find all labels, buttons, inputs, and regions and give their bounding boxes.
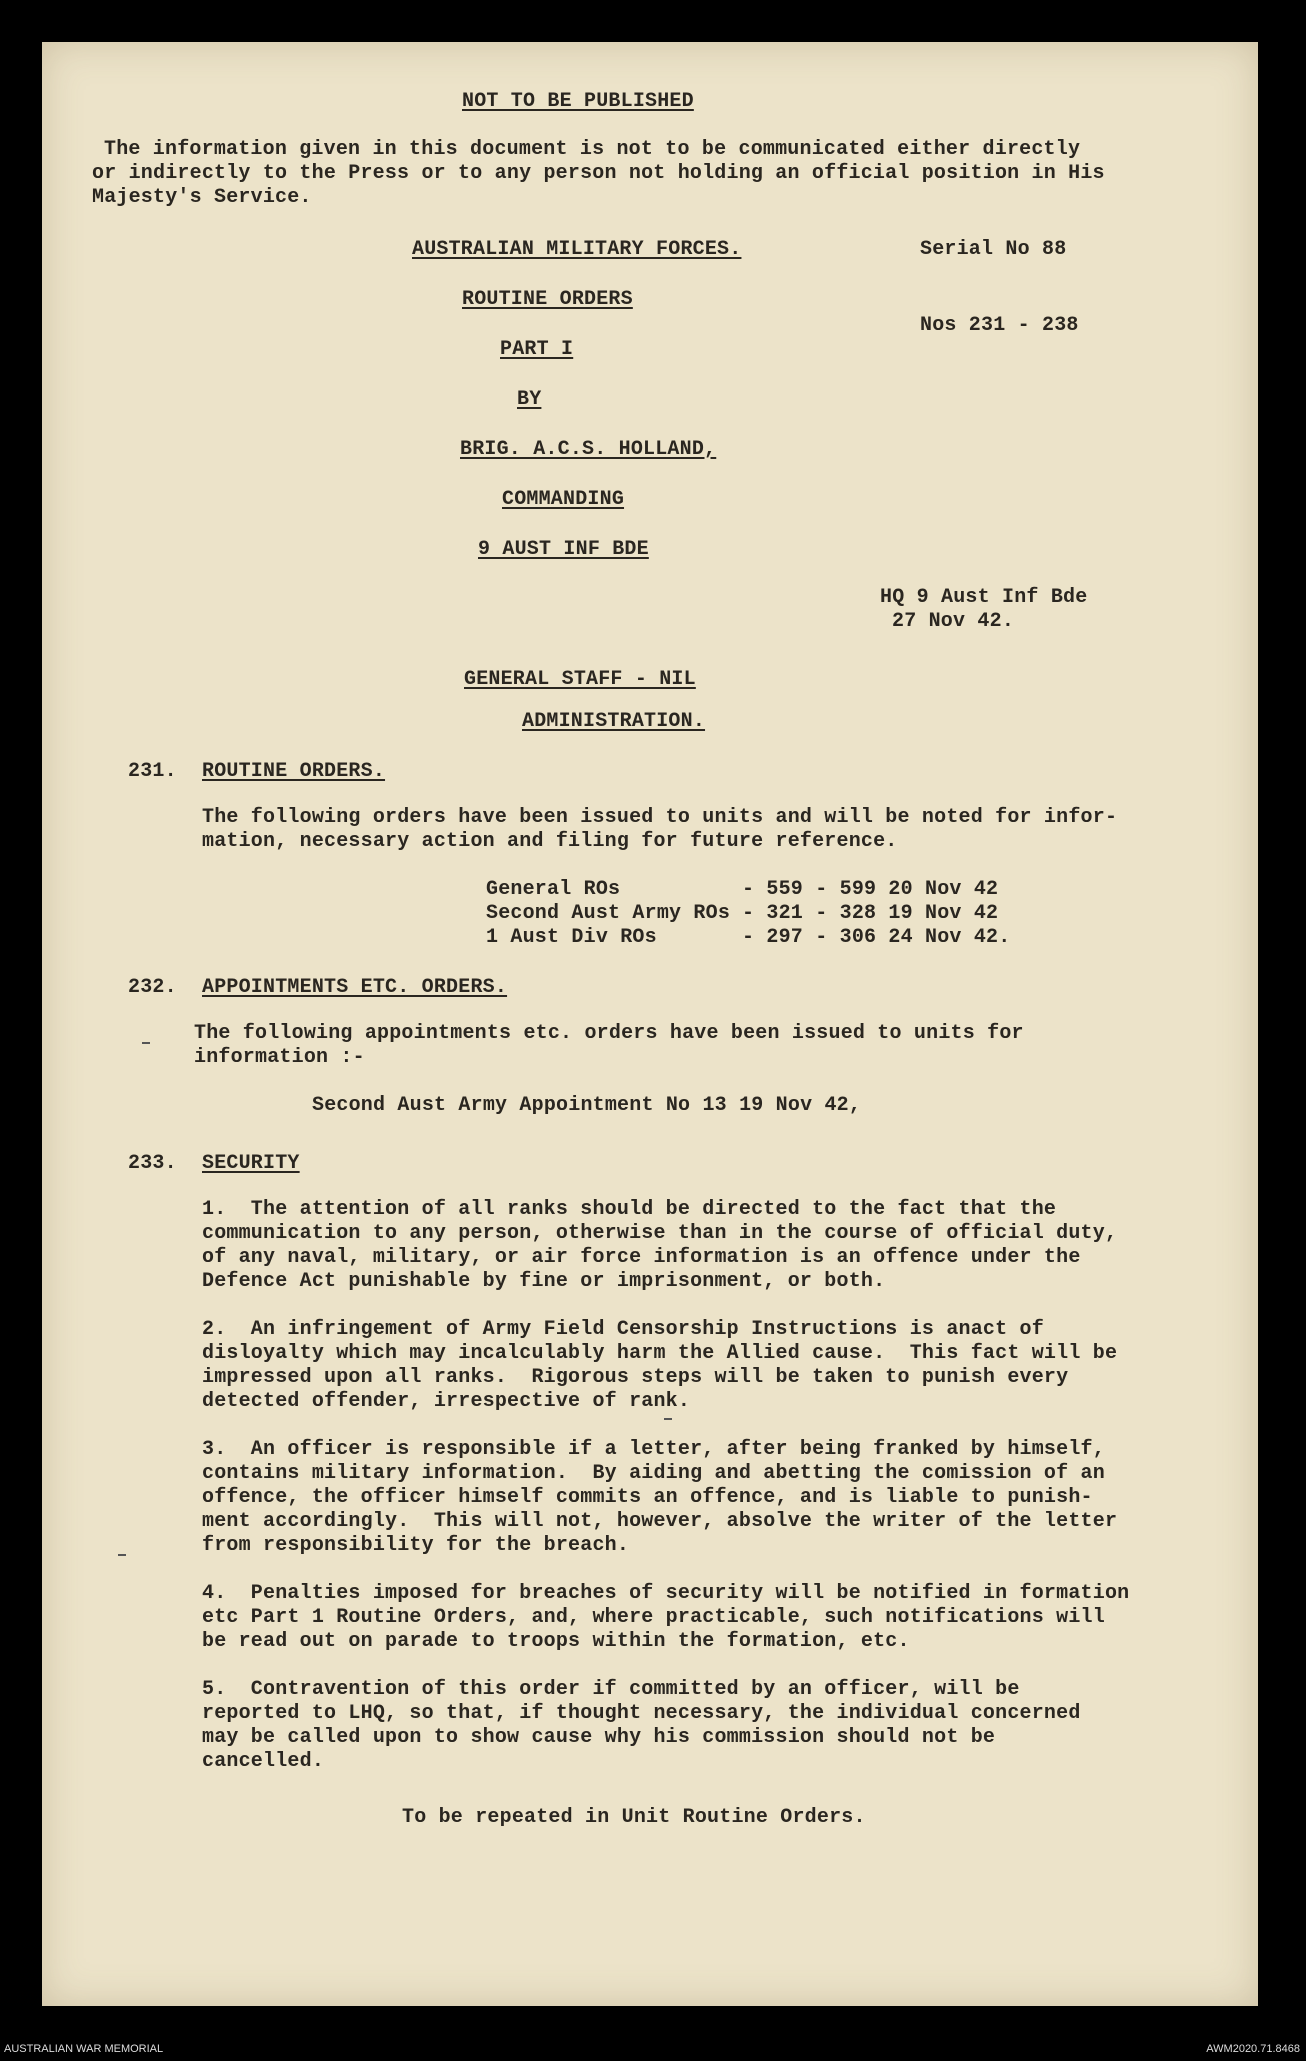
section-232-line-1: The following appointments etc. orders have been issued to units for	[194, 1022, 1024, 1045]
paragraph-line: disloyalty which may incalculably harm the Allied cause. This fact will be	[202, 1342, 1118, 1365]
brigadier-name: BRIG. A.C.S. HOLLAND,	[460, 438, 717, 461]
section-232-appointment: Second Aust Army Appointment No 13 19 Nov 42,	[312, 1094, 862, 1117]
paragraph-line: be read out on parade to troops within the formation, etc.	[202, 1630, 910, 1653]
paragraph-line: may be called upon to show cause why his commission should not be	[202, 1726, 996, 1749]
paragraph-line: detected offender, irrespective of rank.	[202, 1390, 691, 1413]
paragraph-line: ment accordingly. This will not, however, absolve the writer of the letter	[202, 1510, 1118, 1533]
paragraph-line: impressed upon all ranks. Rigorous steps will be taken to punish every	[202, 1366, 1069, 1389]
administration-heading: ADMINISTRATION.	[522, 710, 706, 733]
section-232-line-2: information :-	[194, 1046, 365, 1069]
section-231-title: ROUTINE ORDERS.	[202, 760, 386, 783]
routine-orders-title: ROUTINE ORDERS	[462, 288, 633, 311]
order-date: 27 Nov 42.	[892, 610, 1015, 633]
paragraph-line: 2. An infringement of Army Field Censorship Instructions is anact of	[202, 1318, 1044, 1341]
hq-location: HQ 9 Aust Inf Bde	[880, 586, 1088, 609]
repeat-instruction: To be repeated in Unit Routine Orders.	[402, 1806, 866, 1829]
paragraph-line: cancelled.	[202, 1750, 325, 1773]
unit-name: 9 AUST INF BDE	[478, 538, 649, 561]
distribution-range: - 321 - 328 19 Nov 42	[742, 902, 999, 925]
part-title: PART I	[500, 338, 574, 361]
footer-credit: AUSTRALIAN WAR MEMORIAL	[4, 2043, 164, 2055]
serial-number: Serial No 88	[920, 238, 1067, 261]
notice-line-3: Majesty's Service.	[92, 186, 312, 209]
section-232-title: APPOINTMENTS ETC. ORDERS.	[202, 976, 508, 999]
document-page	[42, 42, 1258, 2006]
section-231-line-1: The following orders have been issued to units and will be noted for infor-	[202, 806, 1118, 829]
distribution-range: - 297 - 306 24 Nov 42.	[742, 926, 1011, 949]
paragraph-line: 3. An officer is responsible if a letter, after being franked by himself,	[202, 1438, 1105, 1461]
section-233-title: SECURITY	[202, 1152, 300, 1175]
stray-mark	[664, 1418, 672, 1420]
notice-line-2: or indirectly to the Press or to any person not holding an official position in His	[92, 162, 1105, 185]
paragraph-line: of any naval, military, or air force information is an offence under the	[202, 1246, 1081, 1269]
paragraph-line: 5. Contravention of this order if committed by an officer, will be	[202, 1678, 1020, 1701]
paragraph-line: 1. The attention of all ranks should be directed to the fact that the	[202, 1198, 1057, 1221]
paragraph-line: Defence Act punishable by fine or imprisonment, or both.	[202, 1270, 886, 1293]
paragraph-line: from responsibility for the breach.	[202, 1534, 630, 1557]
paragraph-line: reported to LHQ, so that, if thought necessary, the individual concerned	[202, 1702, 1081, 1725]
stray-mark	[142, 1042, 150, 1044]
distribution-range: - 559 - 599 20 Nov 42	[742, 878, 999, 901]
distribution-name: Second Aust Army ROs	[486, 902, 731, 925]
footer-accession: AWM2020.71.8468	[1206, 2043, 1300, 2055]
section-231-number: 231.	[128, 760, 177, 783]
distribution-name: General ROs	[486, 878, 621, 901]
order-numbers: Nos 231 - 238	[920, 314, 1079, 337]
stray-mark	[118, 1554, 126, 1556]
paragraph-line: contains military information. By aiding and abetting the comission of an	[202, 1462, 1105, 1485]
paragraph-line: etc Part 1 Routine Orders, and, where practicable, such notifications will	[202, 1606, 1105, 1629]
paragraph-line: 4. Penalties imposed for breaches of security will be notified in formation	[202, 1582, 1130, 1605]
section-231-line-2: mation, necessary action and filing for future reference.	[202, 830, 898, 853]
paragraph-line: offence, the officer himself commits an offence, and is liable to punish-	[202, 1486, 1093, 1509]
section-233-number: 233.	[128, 1152, 177, 1175]
by-label: BY	[517, 388, 542, 411]
section-232-number: 232.	[128, 976, 177, 999]
general-staff-heading: GENERAL STAFF - NIL	[464, 668, 696, 691]
notice-line-1: The information given in this document is not to be communicated either directly	[104, 138, 1081, 161]
paragraph-line: communication to any person, otherwise than in the course of official duty,	[202, 1222, 1118, 1245]
not-published-heading: NOT TO BE PUBLISHED	[462, 90, 694, 113]
distribution-name: 1 Aust Div ROs	[486, 926, 657, 949]
commanding-label: COMMANDING	[502, 488, 625, 511]
force-title: AUSTRALIAN MILITARY FORCES.	[412, 238, 742, 261]
